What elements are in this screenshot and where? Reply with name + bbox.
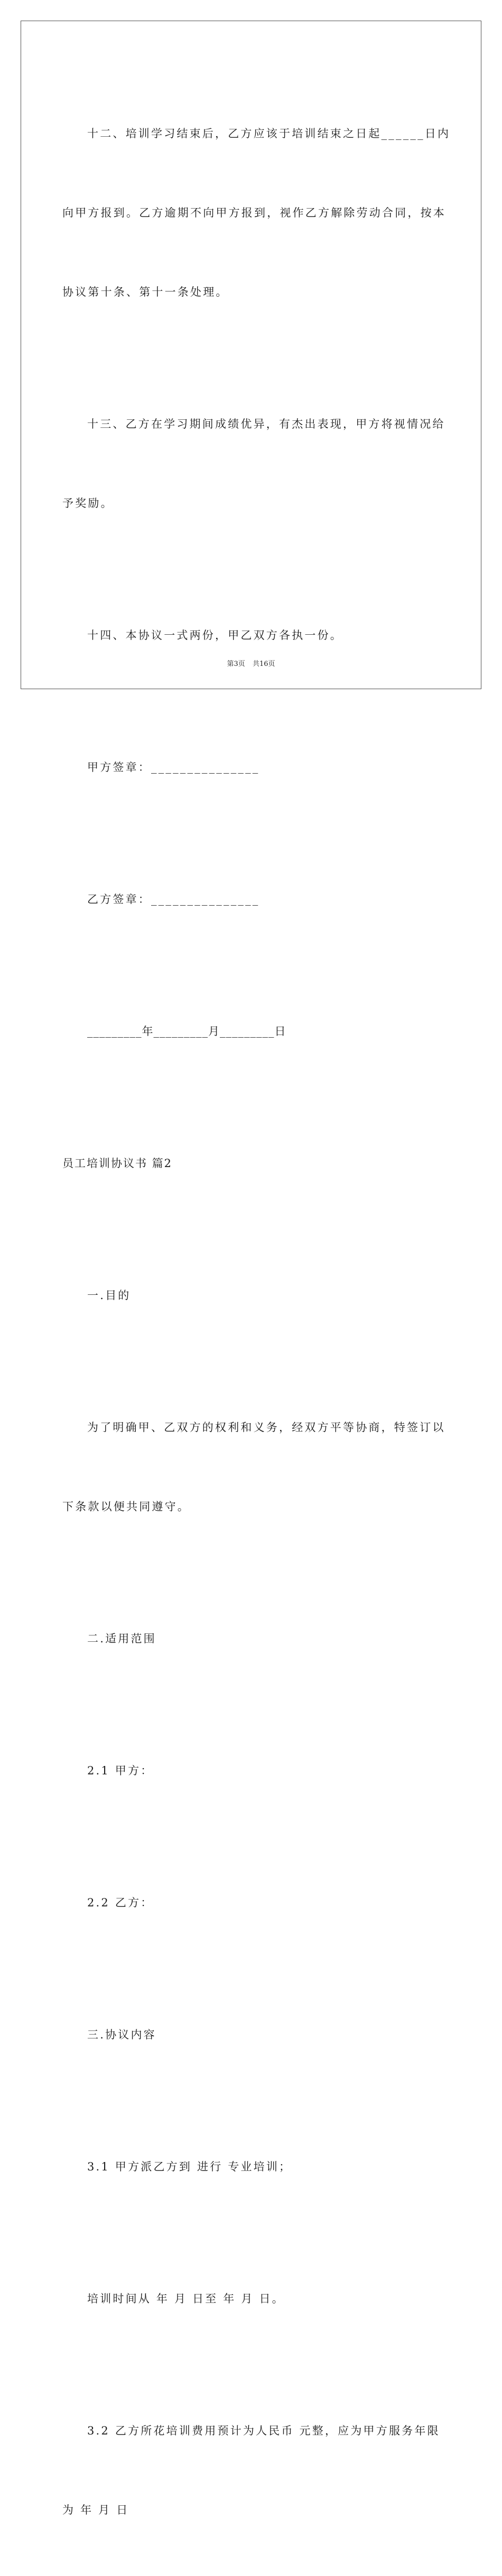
- section-3-1: [62, 2101, 441, 2233]
- section-1-body: [62, 1361, 445, 1573]
- section-heading: [62, 1097, 441, 1229]
- paragraph-12: [62, 68, 451, 358]
- text-line: 二.适用范围: [87, 1632, 156, 1645]
- section-3-title: [62, 1969, 441, 2101]
- text-line: 协议第十条、第十一条处理。: [62, 286, 229, 298]
- section-3-1-time: [62, 2233, 441, 2365]
- text-line: 培训时间从 年 月 日至 年 月 日。: [87, 2292, 285, 2305]
- page-footer: [0, 658, 502, 668]
- text-line: 一.目的: [87, 1289, 131, 1302]
- text-line: 十三、乙方在学习期间成绩优异，有杰出表现，甲方将视情况给: [87, 418, 445, 430]
- text-line: 3.2 乙方所花培训费用预计为人民币 元整，应为甲方服务年限: [87, 2424, 440, 2437]
- page-total: 共16页: [252, 660, 275, 668]
- text-line: 三.协议内容: [87, 2028, 156, 2041]
- text-line: 下条款以便共同遵守。: [62, 1500, 190, 1513]
- text-line: 甲方签章：_______________: [87, 761, 260, 774]
- paragraph-14: [62, 569, 441, 701]
- text-line: 员工培训协议书 篇2: [62, 1157, 173, 1170]
- page-number: 第3页: [227, 660, 245, 668]
- section-1-title: [62, 1229, 441, 1361]
- section-3-2: [62, 2365, 441, 2576]
- text-line: 十二、培训学习结束后，乙方应该于培训结束之日起______日内: [87, 127, 451, 140]
- text-line: 2.2 乙方：: [87, 1896, 154, 1909]
- date-line: [62, 965, 441, 1097]
- text-line: 2.1 甲方：: [87, 1764, 154, 1777]
- document-body: [62, 68, 451, 2576]
- text-line: 十四、本协议一式两份，甲乙双方各执一份。: [87, 629, 343, 642]
- section-2-1: [62, 1705, 441, 1837]
- text-line: 为 年 月 日: [62, 2504, 129, 2516]
- text-line: 为了明确甲、乙双方的权利和义务，经双方平等协商，特签订以: [87, 1421, 445, 1434]
- text-line: 乙方签章：_______________: [87, 893, 260, 906]
- text-line: 3.1 甲方派乙方到 进行 专业培训；: [87, 2160, 292, 2173]
- text-line: 向甲方报到。乙方逾期不向甲方报到，视作乙方解除劳动合同，按本: [62, 206, 446, 219]
- signature-party-b: [62, 833, 441, 965]
- text-line: 予奖励。: [62, 497, 114, 510]
- paragraph-13: [62, 358, 445, 569]
- text-line: _________年_________月_________日: [87, 1025, 286, 1038]
- section-2-2: [62, 1837, 441, 1969]
- section-2-title: [62, 1573, 441, 1705]
- signature-party-a: [62, 701, 441, 833]
